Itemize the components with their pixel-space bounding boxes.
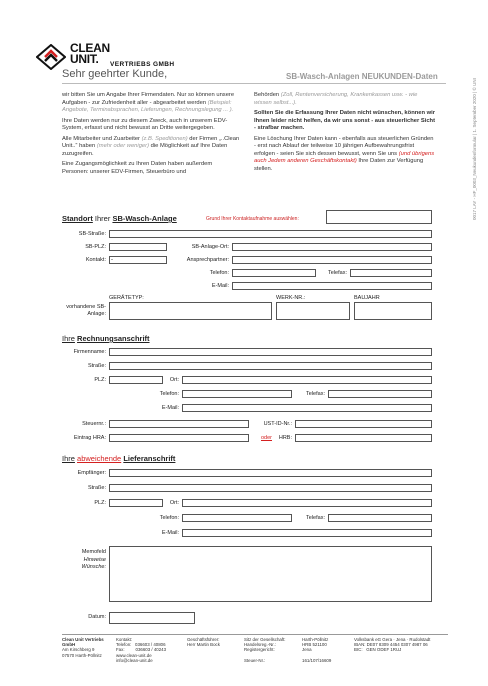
ustid-label: UST-ID-Nr.:	[263, 421, 292, 427]
intro-para-2: Ihre Daten werden nur zu diesem Zweck, auch in unserem EDV-System, erfasst und nicht bewusst an Dritte weitergegeben.	[62, 117, 228, 131]
brand-name	[70, 41, 175, 68]
sb-ort-label: SB-Anlage-Ort:	[191, 244, 229, 250]
empfaenger-label: Empfänger:	[77, 470, 106, 476]
kontakt-label: Kontakt:	[85, 257, 106, 263]
r-plz-label: PLZ:	[94, 377, 106, 383]
r-telefax-label: Telefax:	[306, 391, 325, 397]
memo-textarea[interactable]	[109, 546, 432, 602]
sb-strasse-label: SB-Straße:	[78, 231, 106, 237]
ansprechpartner-input[interactable]	[232, 256, 432, 264]
intro-para-3: Alle Mitarbeiter und Zuarbeiter (z.B. Speditionen) der Firmen „..Clean Unit..“ haben (mehr oder weniger) die Möglichkeit auf Ihre Daten zuzugreifen.	[62, 135, 240, 157]
geraetetyp-label: GERÄTETYP:	[109, 295, 144, 301]
r-strasse-input[interactable]	[109, 362, 432, 370]
hra-input[interactable]	[109, 434, 249, 442]
werknr-label: WERK-NR.:	[276, 295, 306, 301]
intro-para-7: Eine Löschung Ihrer Daten kann - ebenfalls aus steuerlichen Gründen - erst nach Ablauf der teilweise 10 jährigen Aufbewahrungsfrist erfolgen - seien Sie sich dessen bewusst, wenn Sie uns (und übrigens auch Jedem anderen Geschäftskontakt) Ihre Daten zur Verfügung stellen.	[254, 135, 435, 172]
datum-label: Datum:	[88, 614, 106, 620]
r-ort-input[interactable]	[182, 376, 432, 384]
brand-line2: UNIT.	[70, 52, 99, 66]
ustid-input[interactable]	[295, 420, 432, 428]
intro-left	[62, 92, 240, 179]
oder-label: oder	[260, 435, 272, 441]
sb-email-label: E-Mail:	[211, 283, 229, 289]
empfaenger-input[interactable]	[109, 469, 432, 477]
kontakt-select[interactable]: -	[109, 256, 167, 264]
sb-plz-label: SB-PLZ:	[85, 244, 106, 250]
vorhandene-label: vorhandene SB-Anlage:	[66, 304, 106, 317]
footer-divider	[62, 634, 448, 635]
sb-telefon-label: Telefon:	[209, 270, 229, 276]
ansprechpartner-label: Ansprechpartner:	[186, 257, 229, 263]
sb-plz-input[interactable]	[109, 243, 167, 251]
memo-hint: Hinweise Wünsche:	[81, 557, 106, 570]
l-strasse-input[interactable]	[109, 484, 432, 492]
header-divider	[62, 83, 446, 84]
email-link[interactable]: info@clean-unit.de	[116, 657, 153, 663]
l-email-input[interactable]	[182, 529, 432, 537]
brand-subtitle: VERTRIEBS GMBH	[110, 61, 175, 68]
greeting: Sehr geehrter Kunde,	[62, 68, 168, 80]
sb-telefon-input[interactable]	[232, 269, 316, 277]
footer-ceo: Geschäftsführer: Herr Martin Bock	[187, 637, 220, 648]
r-telefax-input[interactable]	[328, 390, 432, 398]
reason-label: Grund Ihrer Kontaktaufnahme auswählen:	[206, 216, 299, 222]
steuernr-label: Steuernr.:	[82, 421, 106, 427]
baujahr-label: BAUJAHR	[354, 295, 380, 301]
website-link[interactable]: www.clean-unit.de	[116, 652, 152, 658]
sb-ort-input[interactable]	[232, 243, 432, 251]
l-strasse-label: Straße:	[87, 485, 106, 491]
l-telefax-label: Telefax:	[306, 515, 325, 521]
intro-para-1: wir bitten Sie um Angabe Ihrer Firmendaten. Nur so können unsere Aufgaben - zur Zufriedenheit aller - abgearbeitet werden (Beispiel: Angebote, Terminabsprachen, Lieferungen, Rechnungslegung ... ).	[62, 92, 235, 113]
intro-para-4: Eine Zugangsmöglichkeit zu Ihren Daten haben außerdem Personen: unserer EDV-Firmen, Steuerbüro und	[62, 161, 213, 175]
baujahr-input[interactable]	[354, 302, 432, 320]
footer-register-labels: Sitz der Gesellschaft: Handelsreg.-Nr.: Registergericht: Steuer-Nr.:	[244, 637, 286, 663]
reason-select[interactable]	[326, 210, 432, 224]
side-reference: 0017 LAY - HF_0003_Neukundenformular | 1. September 2020 | © UNI	[472, 78, 477, 220]
hrb-label: HRB:	[278, 435, 292, 441]
r-plz-input[interactable]	[109, 376, 163, 384]
r-email-input[interactable]	[182, 404, 432, 412]
l-ort-input[interactable]	[182, 499, 432, 507]
r-telefon-input[interactable]	[182, 390, 292, 398]
datum-input[interactable]	[109, 612, 195, 624]
r-telefon-label: Telefon:	[159, 391, 179, 397]
rechnung-heading: Ihre Rechnungsanschrift	[62, 334, 150, 343]
brand-line1: CLEAN	[70, 41, 110, 55]
hrb-input[interactable]	[295, 434, 432, 442]
intro-para-5: Behörden (Zoll, Rentenversicherung, Krankenkassen usw. - wie wissen selbst...).	[254, 92, 418, 106]
l-plz-input[interactable]	[109, 499, 163, 507]
intro-para-6: Sollten Sie die Erfassung Ihrer Daten nicht wünschen, können wir Ihnen leider nicht helfen, da wir uns sonst - aus steuerlicher Sicht - strafbar machen.	[254, 110, 436, 131]
werknr-input[interactable]	[276, 302, 350, 320]
l-ort-label: Ort:	[169, 500, 179, 506]
l-email-label: E-Mail:	[161, 530, 179, 536]
r-strasse-label: Straße:	[87, 363, 106, 369]
intro-right	[254, 92, 436, 176]
sb-telefax-input[interactable]	[350, 269, 432, 277]
footer-bank: Volksbank eG Gera · Jena · Rudolstadt IBAN: DE07 8309 4454 0307 4987 06 BIC: GEN ODEF 1RUJ	[354, 637, 431, 653]
firmenname-input[interactable]	[109, 348, 432, 356]
memo-label: Memofeld	[81, 549, 106, 555]
footer-register-values: Harth-Pöllnitz HRB 521100 Jena 161/107/16609	[302, 637, 332, 663]
document-topic: SB-Wasch-Anlagen NEUKUNDEN-Daten	[286, 72, 438, 81]
footer-contact: Kontakt: Telefon: 036603 / 40806 Fax: 036603 / 40243 www.clean-unit.de info@clean-unit.de	[116, 637, 184, 663]
l-telefax-input[interactable]	[328, 514, 432, 522]
footer-company: Clean Unit Vertriebs GmbH Am Kirschberg 9 07570 Harth-Pöllnitz	[62, 637, 104, 658]
clean-unit-logo	[36, 44, 66, 70]
geraetetyp-input[interactable]	[109, 302, 272, 320]
sb-email-input[interactable]	[232, 282, 432, 290]
steuernr-input[interactable]	[109, 420, 249, 428]
sb-strasse-input[interactable]	[109, 230, 432, 238]
r-ort-label: Ort:	[169, 377, 179, 383]
l-telefon-label: Telefon:	[159, 515, 179, 521]
firmenname-label: Firmenname:	[73, 349, 106, 355]
r-email-label: E-Mail:	[161, 405, 179, 411]
sb-telefax-label: Telefax:	[328, 270, 347, 276]
standort-heading: Standort Ihrer SB-Wasch-Anlage	[62, 214, 177, 223]
hra-label: Eintrag HRA:	[73, 435, 106, 441]
liefer-heading: Ihre abweichende Lieferanschrift	[62, 454, 176, 463]
l-telefon-input[interactable]	[182, 514, 292, 522]
l-plz-label: PLZ:	[94, 500, 106, 506]
